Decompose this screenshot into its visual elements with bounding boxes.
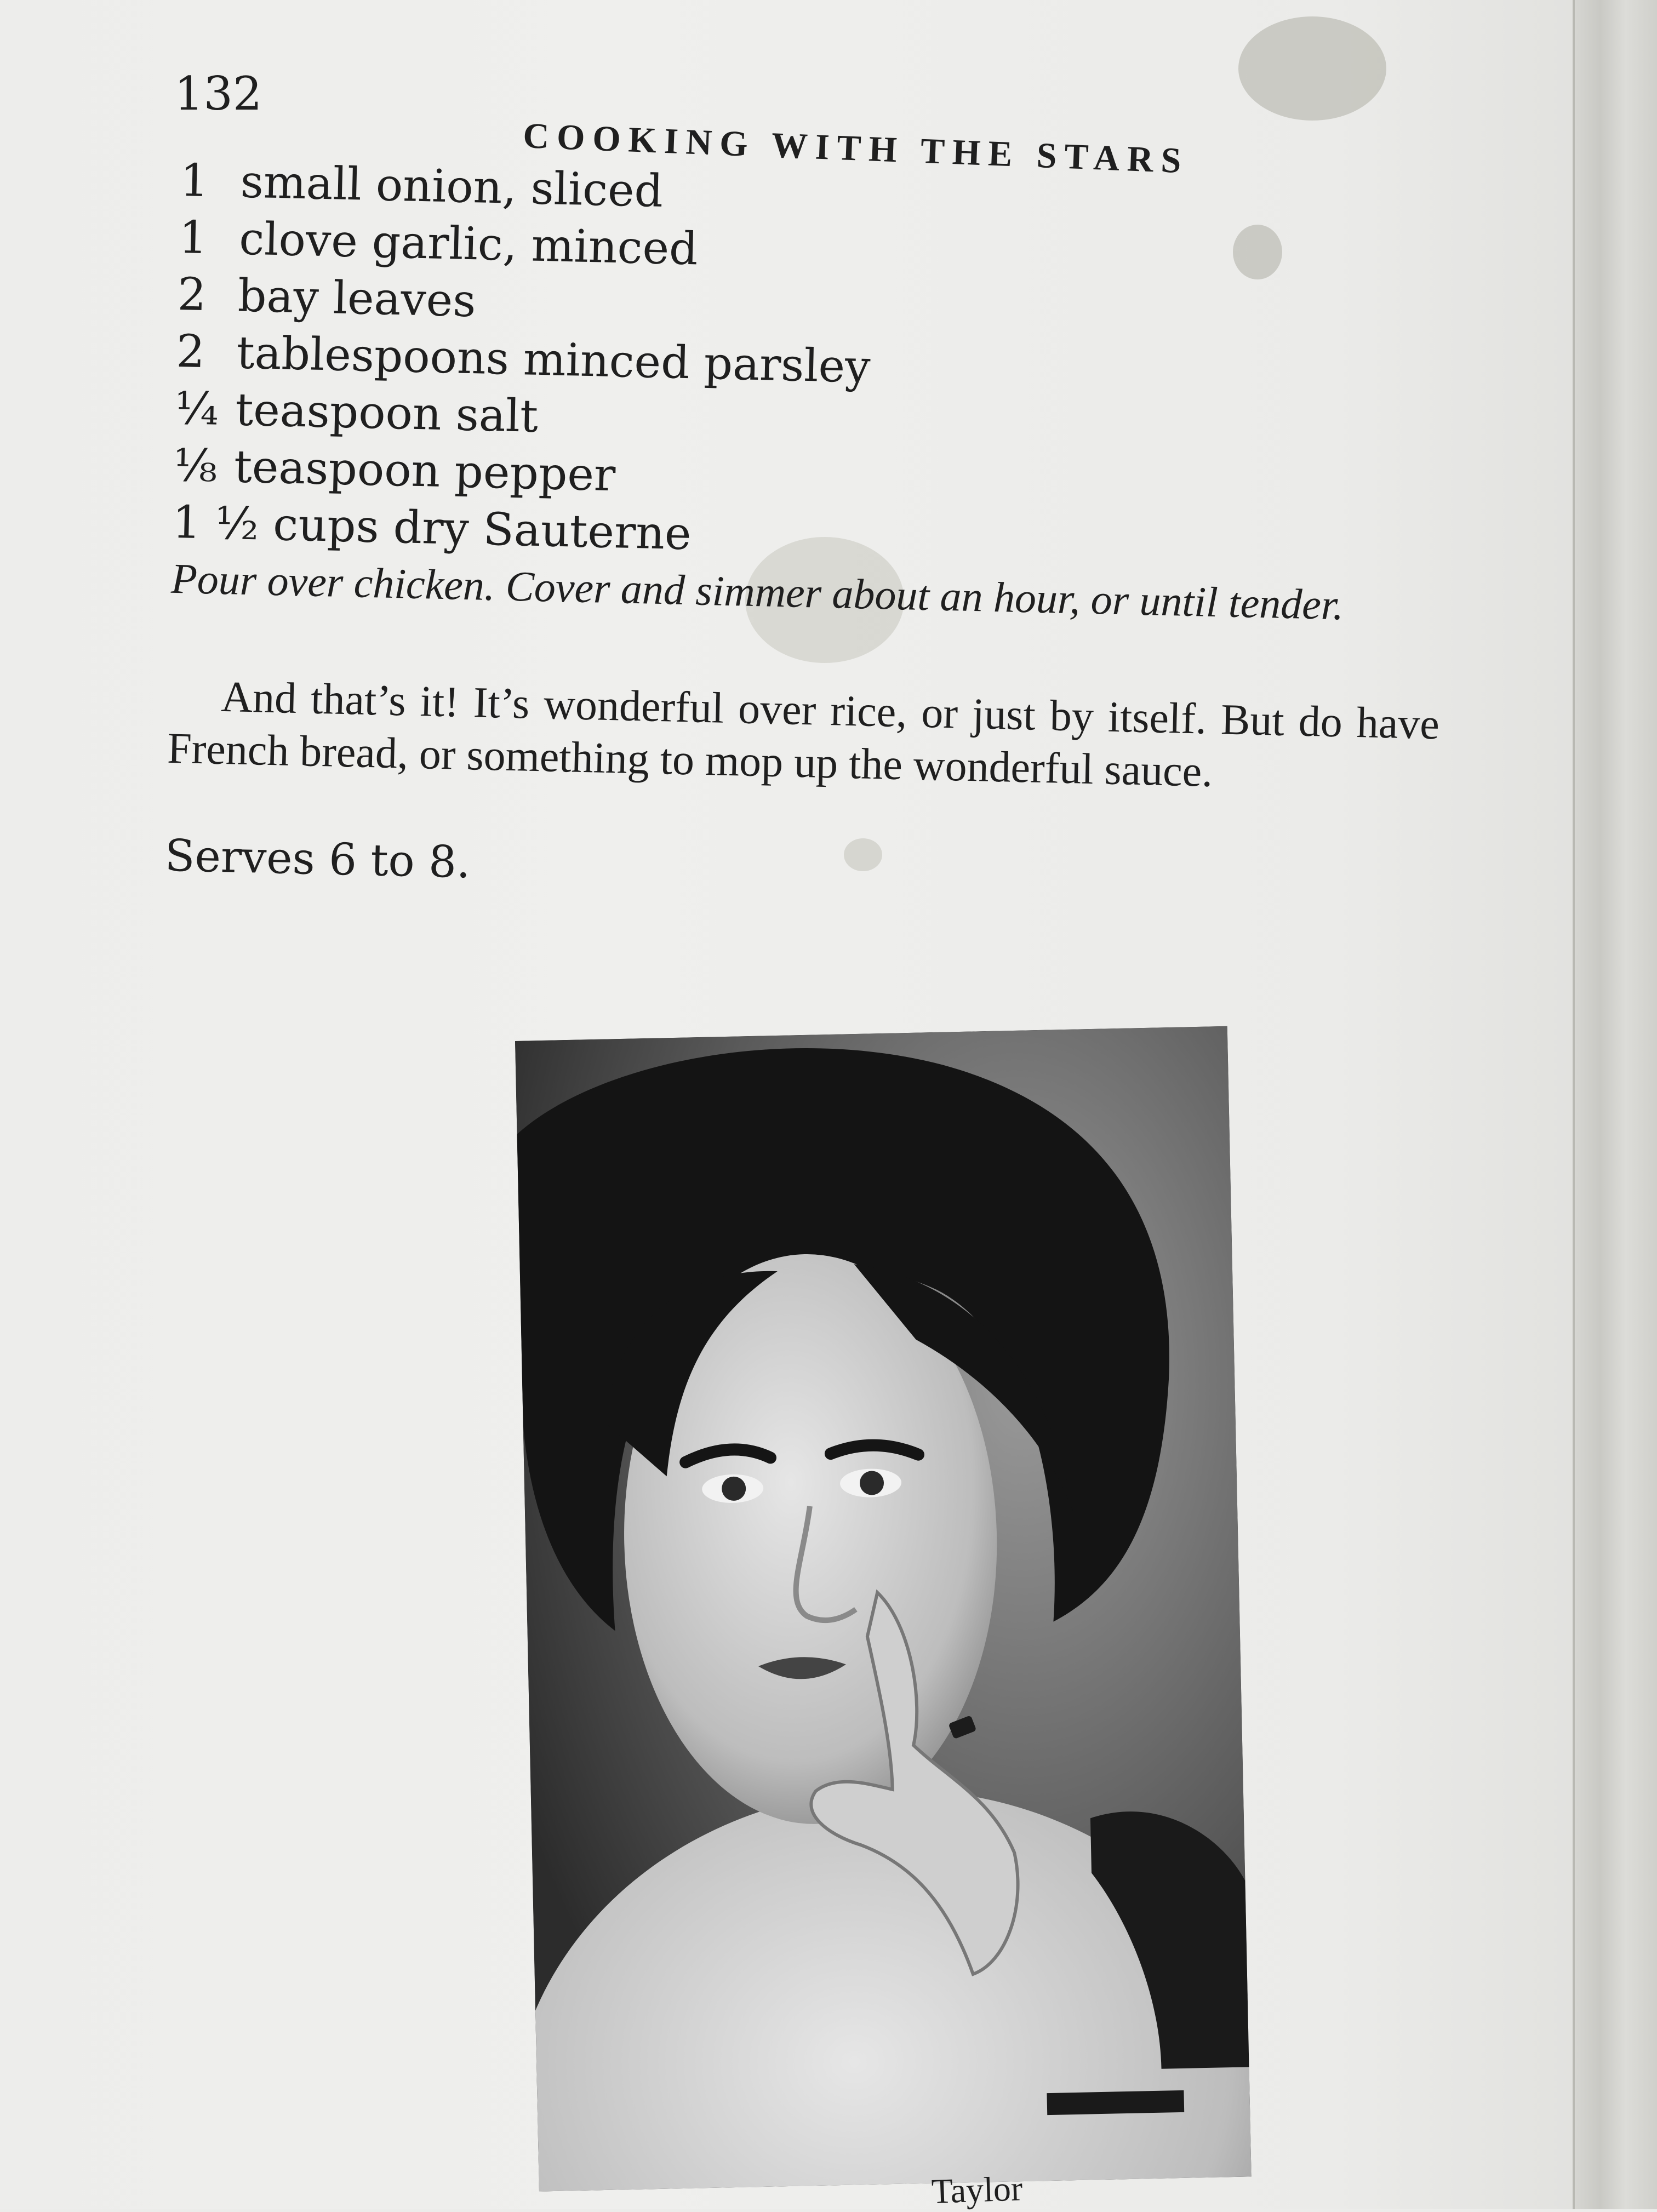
- ingredient-quantity: ¼: [174, 382, 219, 436]
- running-head: COOKING WITH THE STARS: [522, 115, 1190, 181]
- ingredient-text: cups dry Sauterne: [272, 499, 692, 561]
- ingredient-quantity: 1: [178, 211, 208, 265]
- portrait-photo: [515, 1026, 1252, 2192]
- photo-caption: Taylor: [930, 2169, 1024, 2211]
- portrait-illustration: [515, 1026, 1252, 2192]
- ingredient-text: teaspoon pepper: [233, 441, 616, 502]
- ingredient-quantity: 1 ½: [172, 496, 260, 551]
- ingredient-quantity: 1: [179, 154, 210, 208]
- ingredient-quantity: 2: [175, 325, 205, 379]
- ingredient-text: teaspoon salt: [235, 384, 539, 443]
- ingredient-text: tablespoons minced parsley: [236, 327, 871, 393]
- ingredient-quantity: ⅛: [173, 439, 218, 493]
- ingredient-text: bay leaves: [237, 270, 477, 328]
- book-gutter: [1573, 0, 1657, 2209]
- body-paragraph: And that’s it! It’s wonderful over rice, or just by itself. But do have French bread, or something to mop up the wonderful sauce.: [167, 672, 1440, 797]
- stain-top-right: [1238, 16, 1386, 121]
- ingredient-text: clove garlic, minced: [238, 213, 699, 276]
- ingredient-text: small onion, sliced: [239, 156, 664, 218]
- recipe-text: [164, 152, 1452, 911]
- page-number: 132: [174, 67, 262, 121]
- ingredient-quantity: 2: [177, 268, 207, 322]
- instruction-text: Pour over chicken. Cover and simmer about an hour, or until tender.: [170, 554, 1345, 629]
- serves-text: Serves 6 to 8.: [164, 830, 471, 888]
